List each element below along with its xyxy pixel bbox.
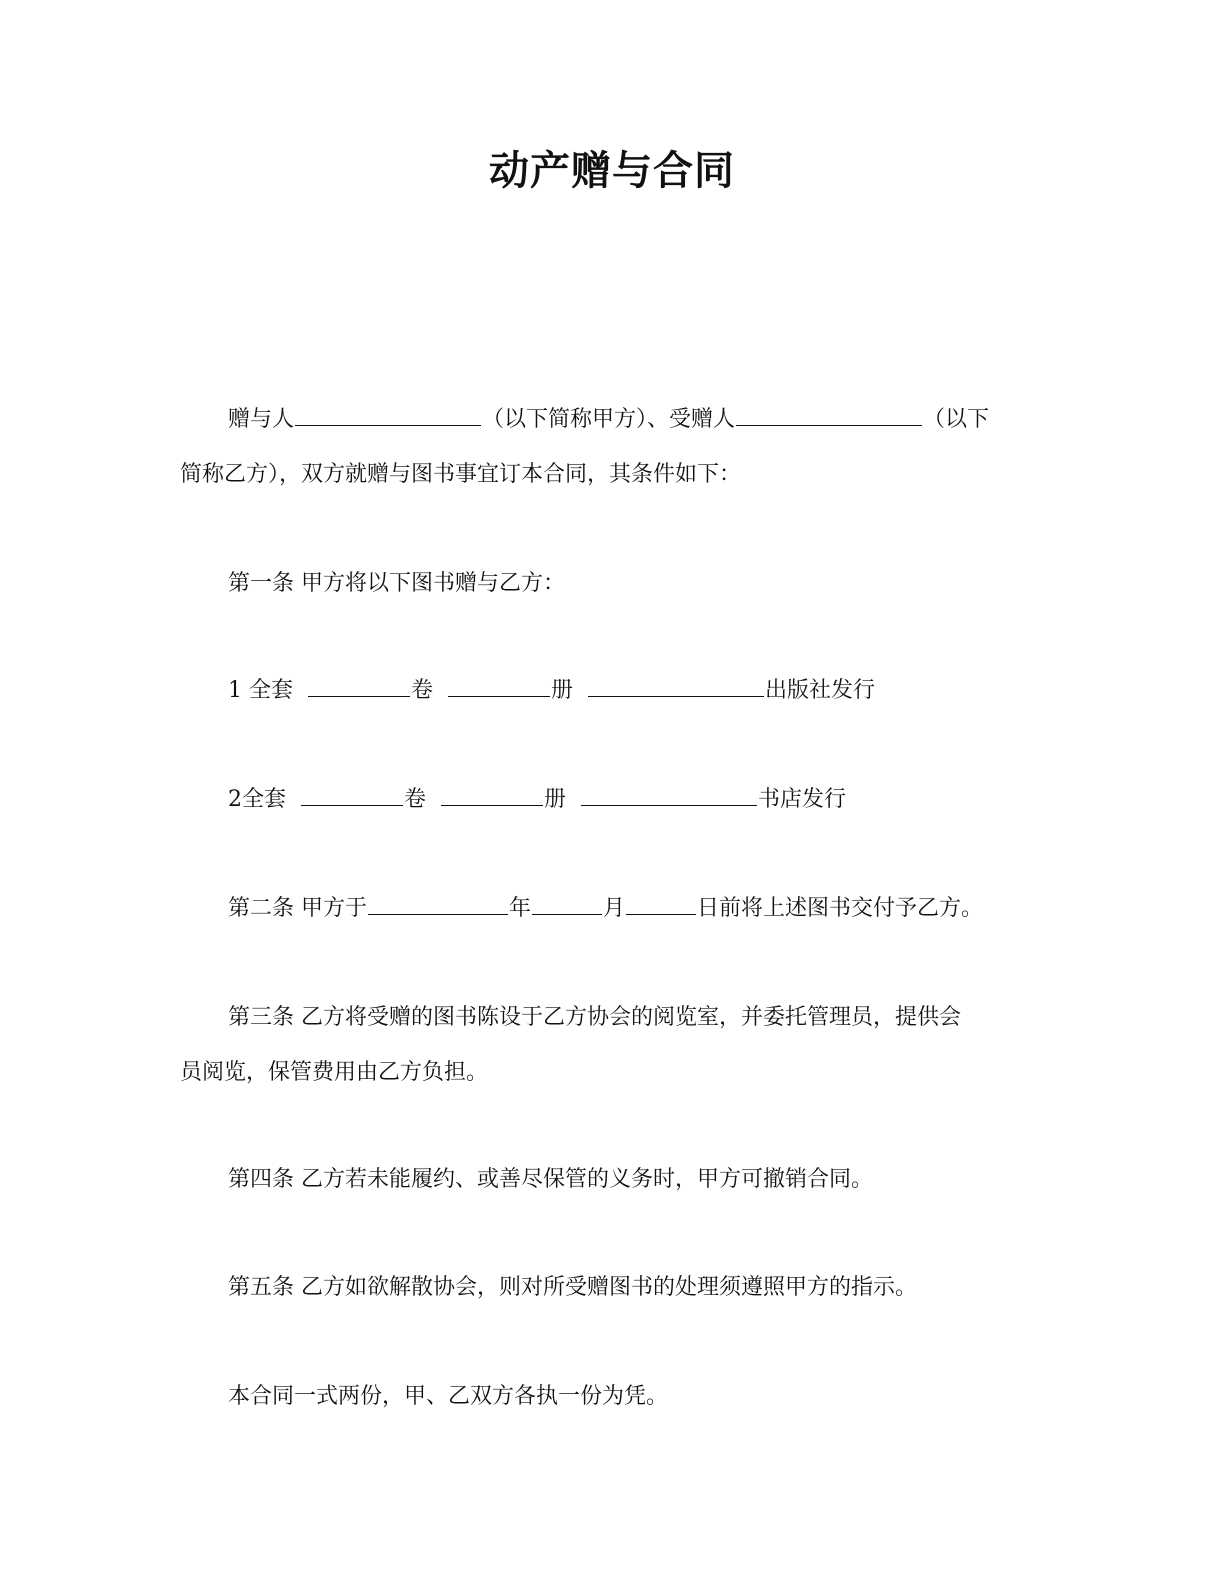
month-blank [532, 892, 602, 915]
month-label: 月 [603, 896, 626, 921]
item-2-prefix: 2全套 [228, 787, 286, 812]
day-blank [626, 892, 696, 915]
item-1-prefix: 1 全套 [228, 678, 293, 703]
recipient-suffix: （以下 [923, 407, 990, 432]
closing-clause [180, 1369, 1040, 1424]
item-1-ce: 册 [551, 678, 574, 703]
article-1-text: 第一条 甲方将以下图书赠与乙方： [228, 571, 565, 596]
book-item-1 [180, 663, 1040, 718]
year-blank [368, 892, 508, 915]
item-1-juan: 卷 [411, 678, 434, 703]
donor-blank [295, 403, 481, 426]
intro-paragraph [180, 392, 1040, 502]
item-2-juan: 卷 [404, 787, 427, 812]
article-5 [180, 1260, 1040, 1315]
item-2-suffix: 书店发行 [758, 787, 847, 812]
article-2-suffix: 日前将上述图书交付予乙方。 [697, 896, 984, 921]
article-3-line-1: 第三条 乙方将受赠的图书陈设于乙方协会的阅览室，并委托管理员，提供会 [228, 1005, 961, 1030]
article-4 [180, 1152, 1040, 1207]
article-2-prefix: 第二条 甲方于 [228, 896, 367, 921]
article-1 [180, 556, 1040, 611]
article-2 [180, 881, 1040, 936]
donor-label: 赠与人 [228, 407, 295, 432]
intro-line-1 [180, 392, 1040, 447]
item-1-publisher-blank [588, 674, 764, 697]
item-2-ce: 册 [544, 787, 567, 812]
article-3 [180, 990, 1040, 1100]
book-item-2 [180, 772, 1040, 827]
article-5-text: 第五条 乙方如欲解散协会，则对所受赠图书的处理须遵照甲方的指示。 [228, 1275, 917, 1300]
article-3-line-2: 员阅览，保管费用由乙方负担。 [180, 1060, 489, 1085]
recipient-blank [736, 403, 922, 426]
book-item-1-line [180, 663, 1040, 718]
item-2-juan-blank [301, 783, 403, 806]
document-title: 动产赠与合同 [489, 148, 735, 194]
donor-suffix: （以下简称甲方）、受赠人 [482, 407, 736, 432]
item-2-store-blank [581, 783, 757, 806]
item-2-ce-blank [441, 783, 543, 806]
intro-line-2: 简称乙方），双方就赠与图书事宜订本合同，其条件如下： [180, 462, 742, 487]
item-1-juan-blank [308, 674, 410, 697]
book-item-2-line [180, 772, 1040, 827]
article-2-line [180, 881, 1040, 936]
closing-text: 本合同一式两份，甲、乙双方各执一份为凭。 [228, 1384, 669, 1409]
item-1-suffix: 出版社发行 [765, 678, 876, 703]
article-4-text: 第四条 乙方若未能履约、或善尽保管的义务时，甲方可撤销合同。 [228, 1167, 873, 1192]
year-label: 年 [509, 896, 532, 921]
item-1-ce-blank [448, 674, 550, 697]
